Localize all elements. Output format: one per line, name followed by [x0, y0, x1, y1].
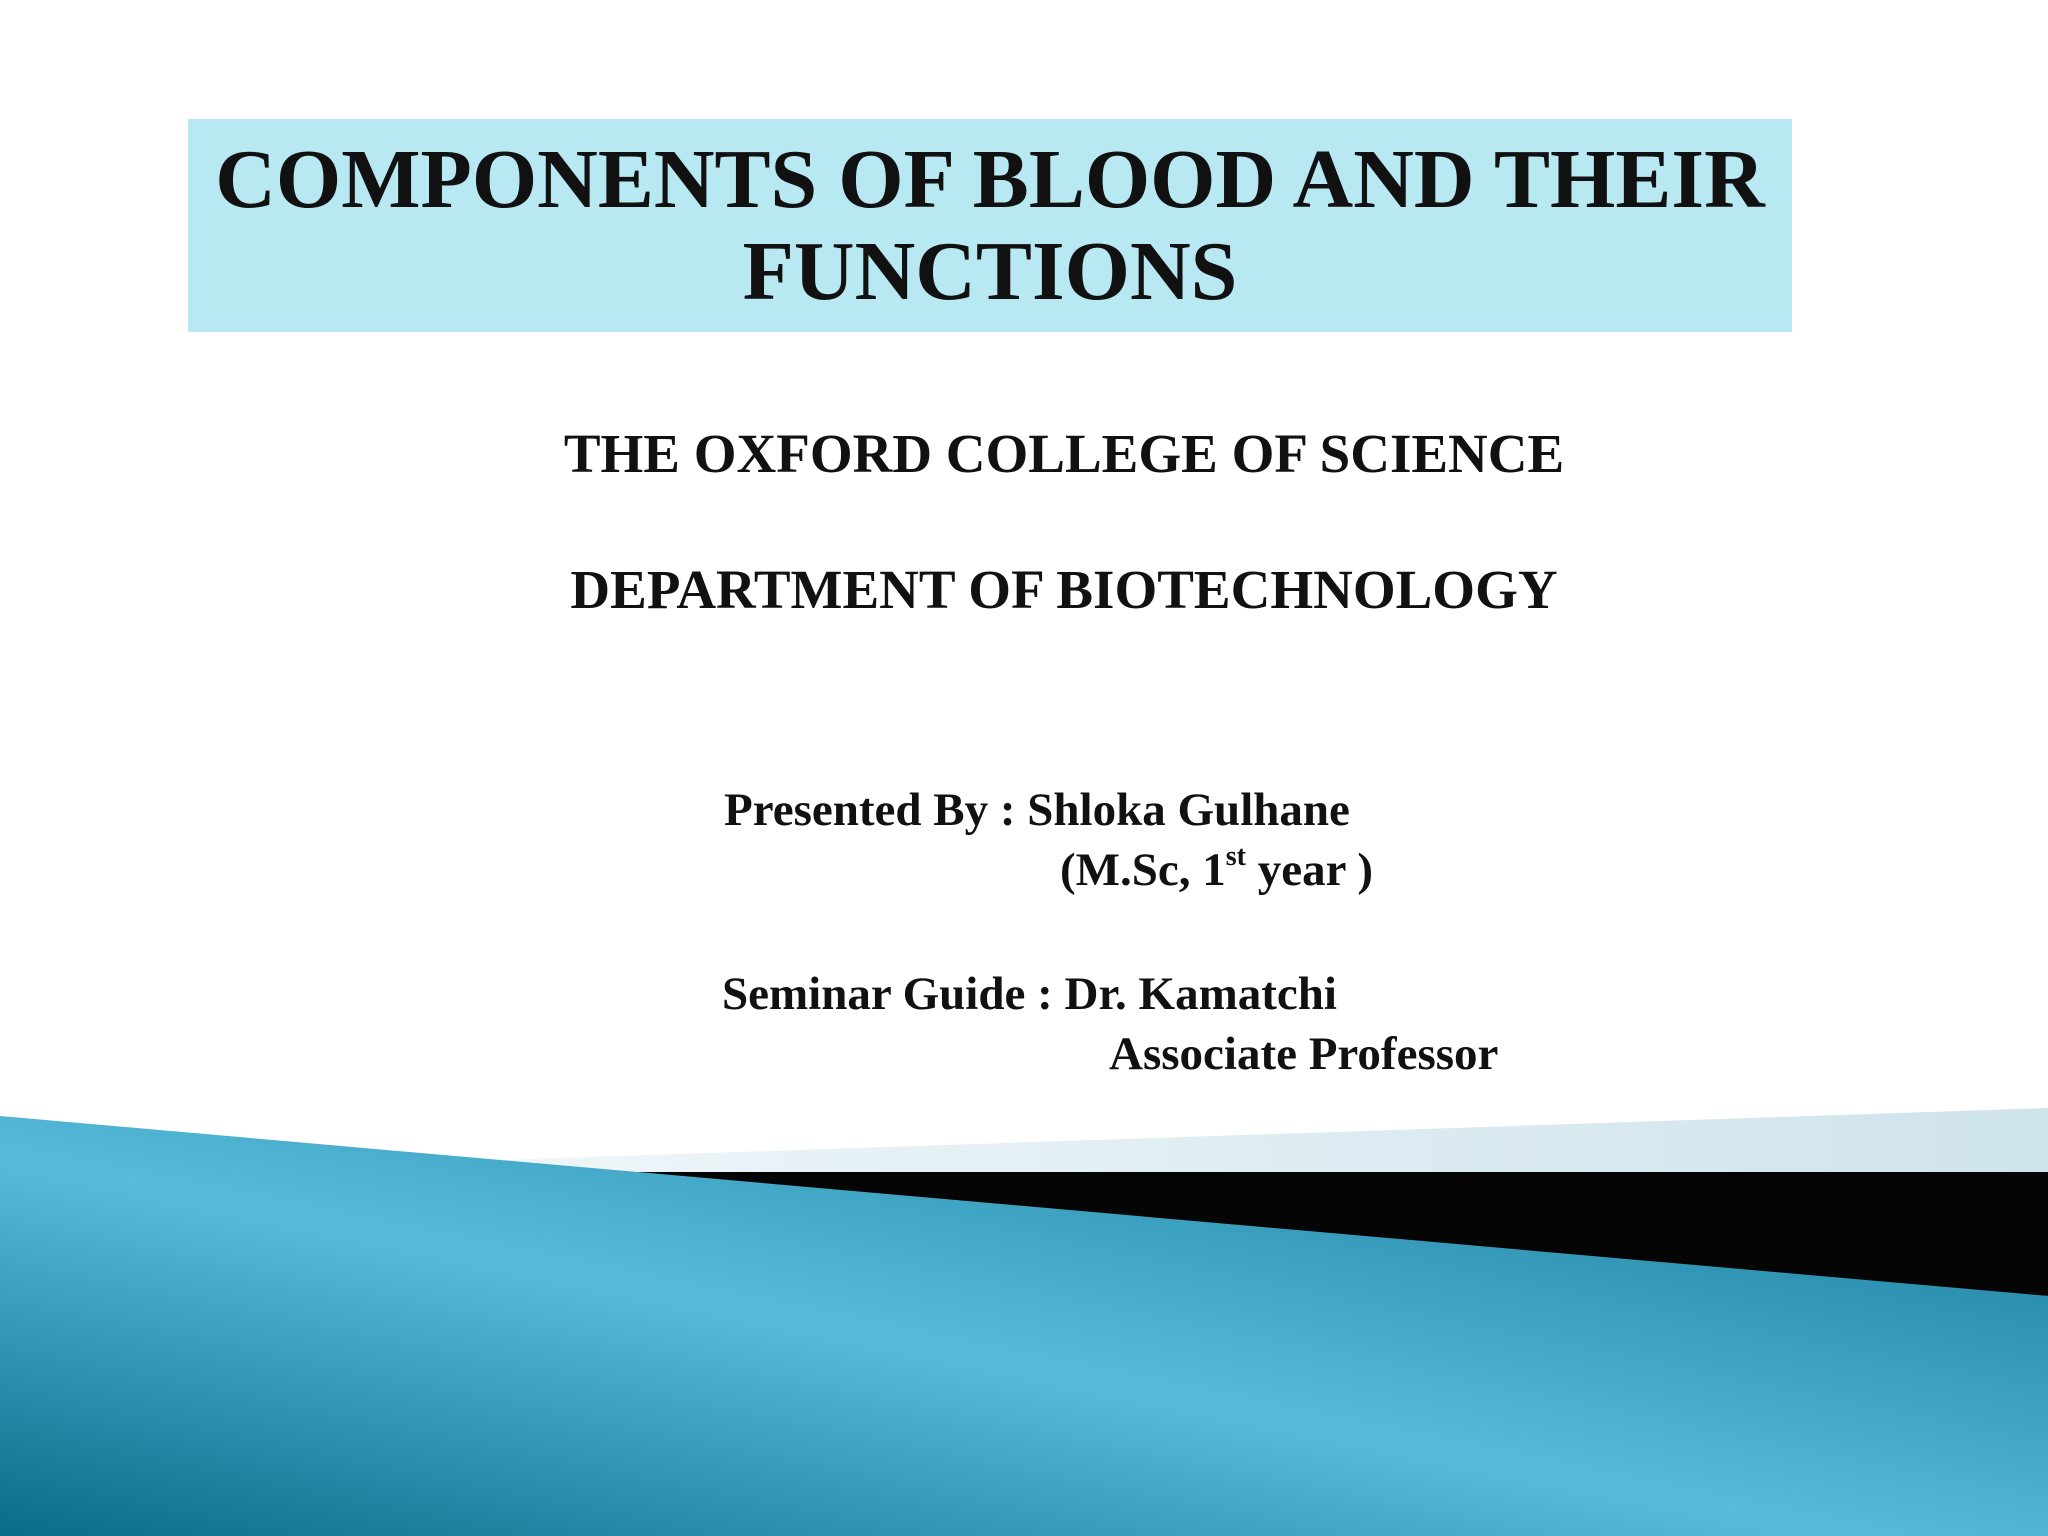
- degree-suffix: year ): [1246, 844, 1374, 896]
- presented-by: Presented By : Shloka Gulhane: [724, 784, 1350, 836]
- presenter-degree: [1060, 842, 1373, 898]
- seminar-guide: Seminar Guide : Dr. Kamatchi: [722, 968, 1337, 1020]
- college-name: THE OXFORD COLLEGE OF SCIENCE: [563, 423, 1565, 484]
- pale-strip-shape: [500, 1108, 2048, 1178]
- slide-title-line-2: FUNCTIONS: [742, 224, 1238, 318]
- title-box: [188, 119, 1792, 332]
- degree-prefix: (M.Sc, 1: [1060, 844, 1226, 896]
- department-name: DEPARTMENT OF BIOTECHNOLOGY: [570, 559, 1558, 620]
- guide-designation: Associate Professor: [1109, 1028, 1499, 1080]
- slide-title-line-1: COMPONENTS OF BLOOD AND THEIR: [215, 132, 1765, 226]
- degree-ordinal: st: [1225, 841, 1246, 872]
